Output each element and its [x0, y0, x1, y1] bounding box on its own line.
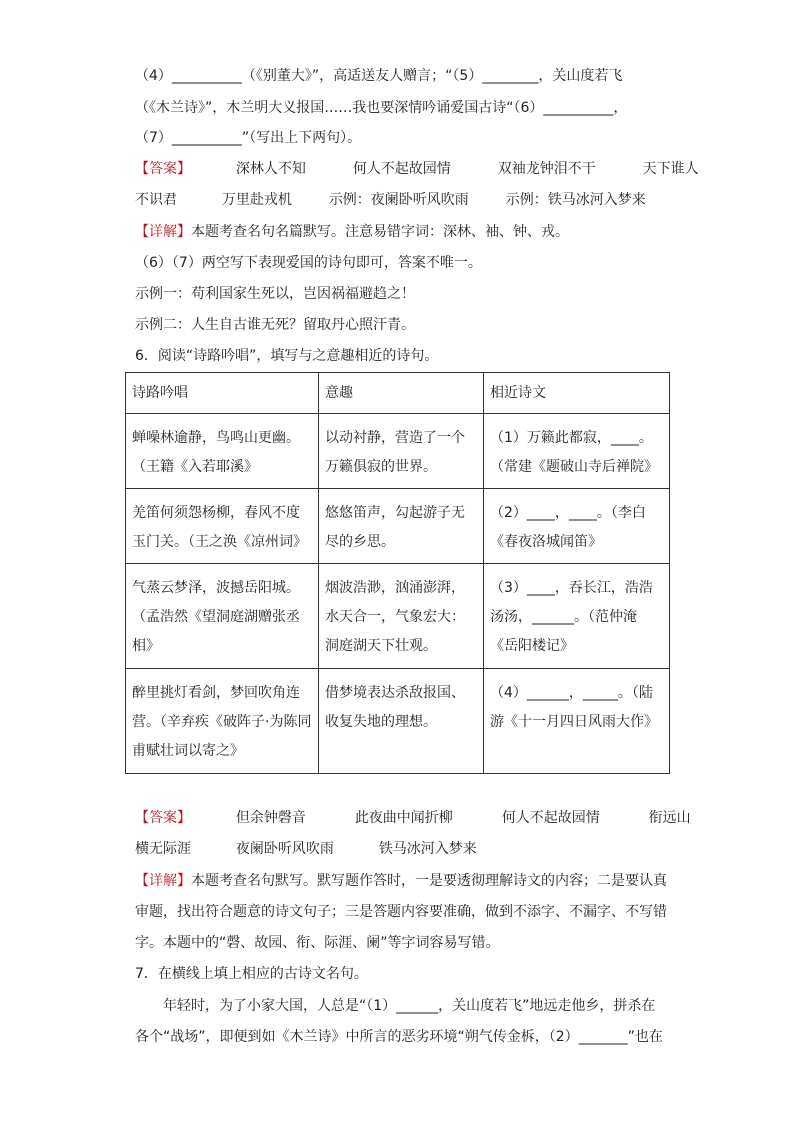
question-title: 7．在横线上填上相应的古诗文名句。: [135, 966, 368, 982]
answer-block: [135, 839, 477, 859]
answer-tag: 【答案】: [135, 810, 191, 826]
answer-item: 夜阑卧听风吹雨: [235, 841, 334, 857]
answer-item: 双袖龙钟泪不干: [497, 161, 596, 177]
question-line: （4）__________（《别董大》”，高适送友人赠言；“（5）________，关山度若飞: [135, 68, 623, 84]
table-header-cell: 意趣: [319, 373, 484, 414]
answer-block: [135, 808, 691, 828]
answer-item: 衔远山: [648, 810, 691, 826]
table-row: [126, 489, 670, 564]
table-row: [126, 564, 670, 669]
answer-item: 何人不起故园情: [501, 810, 600, 826]
answer-item: 横无际涯: [135, 841, 191, 857]
table-header-row: [126, 373, 670, 414]
question-line: （《木兰诗》”，木兰明大义报国……我也要深情吟诵爱国古诗“（6）__________，: [135, 100, 628, 116]
table-cell: 烟波浩渺，汹涌澎湃，水天合一，气象宏大：洞庭湖天下壮观。: [319, 564, 484, 669]
table-cell: 借梦境表达杀敌报国、收复失地的理想。: [319, 669, 484, 774]
table-header-cell: 相近诗文: [484, 373, 670, 414]
answer-item: 深林人不知: [235, 161, 306, 177]
detail-text: 本题考查名句默写。默写题作答时，一是要透彻理解诗文的内容；二是要认真: [191, 873, 667, 889]
table-cell: （1）万籁此都寂，____。（常建《题破山寺后禅院》: [484, 414, 670, 489]
detail-text: 字。本题中的“磬、故园、衔、际涯、阑”等字词容易写错。: [135, 935, 500, 951]
table-header-cell: 诗路吟唱: [126, 373, 319, 414]
table-cell: 气蒸云梦泽，波撼岳阳城。（孟浩然《望洞庭湖赠张丞相》: [126, 564, 319, 669]
answer-block: [135, 190, 646, 210]
table-row: [126, 414, 670, 489]
answer-item: 示例：夜阑卧听风吹雨: [328, 192, 469, 208]
question-title: 6．阅读“诗路吟唱”，填写与之意趣相近的诗句。: [135, 348, 439, 364]
table-cell: 蝉噪林逾静，鸟鸣山更幽。（王籍《入若耶溪》: [126, 414, 319, 489]
detail-example: 示例二：人生自古谁无死？留取丹心照汗青。: [135, 317, 415, 333]
table-cell: 悠悠笛声，勾起游子无尽的乡思。: [319, 489, 484, 564]
answer-item: 天下谁人: [642, 161, 699, 177]
table-cell: （3）____，吞长江，浩浩汤汤，______。（范仲淹《岳阳楼记》: [484, 564, 670, 669]
table-cell: 以动衬静，营造了一个万籁俱寂的世界。: [319, 414, 484, 489]
table-cell: 羌笛何须怨杨柳，春风不度玉门关。（王之涣《凉州词》: [126, 489, 319, 564]
question-line: （7）__________”（写出上下两句）。: [135, 130, 362, 146]
detail-tag: 【详解】: [135, 224, 191, 240]
table-cell: （4）______，_____。（陆游《十一月四日风雨大作》: [484, 669, 670, 774]
question-text: 年轻时，为了小家大国，人总是“（1）______，关山度若飞”地远走他乡，拼杀在: [163, 998, 656, 1014]
table-row: [126, 669, 670, 774]
detail-text: 本题考查名句名篇默写。注意易错字词：深林、袖、钟、戎。: [191, 224, 569, 240]
detail-tag: 【详解】: [135, 873, 191, 889]
question-text: 各个“战场”，即便到如《木兰诗》中所言的恶劣环境“朔气传金柝，（2）_______”也在: [135, 1029, 663, 1045]
answer-item: 万里赴戎机: [221, 192, 292, 208]
answer-item: 铁马冰河入梦来: [378, 841, 477, 857]
answer-item: 示例：铁马冰河入梦来: [505, 192, 646, 208]
detail-example: 示例一：苟利国家生死以，岂因祸福避趋之！: [135, 286, 415, 302]
answer-block: [135, 159, 699, 179]
detail-block: [135, 871, 667, 891]
table-cell: 醉里挑灯看剑，梦回吹角连营。（辛弃疾《破阵子·为陈同甫赋壮词以寄之》: [126, 669, 319, 774]
answer-tag: 【答案】: [135, 161, 191, 177]
answer-item: 此夜曲中闻折柳: [354, 810, 453, 826]
table-cell: （2）____，____。（李白《春夜洛城闻笛》: [484, 489, 670, 564]
detail-note: （6）（7）两空写下表现爱国的诗句即可，答案不唯一。: [135, 255, 482, 271]
answer-item: 但余钟磬音: [235, 810, 306, 826]
answer-item: 何人不起故园情: [352, 161, 451, 177]
detail-block: [135, 222, 569, 242]
answer-item: 不识君: [135, 192, 177, 208]
detail-text: 审题，找出符合题意的诗文句子；三是答题内容要准确，做到不添字、不漏字、不写错: [135, 904, 667, 920]
poem-table: [125, 372, 670, 774]
